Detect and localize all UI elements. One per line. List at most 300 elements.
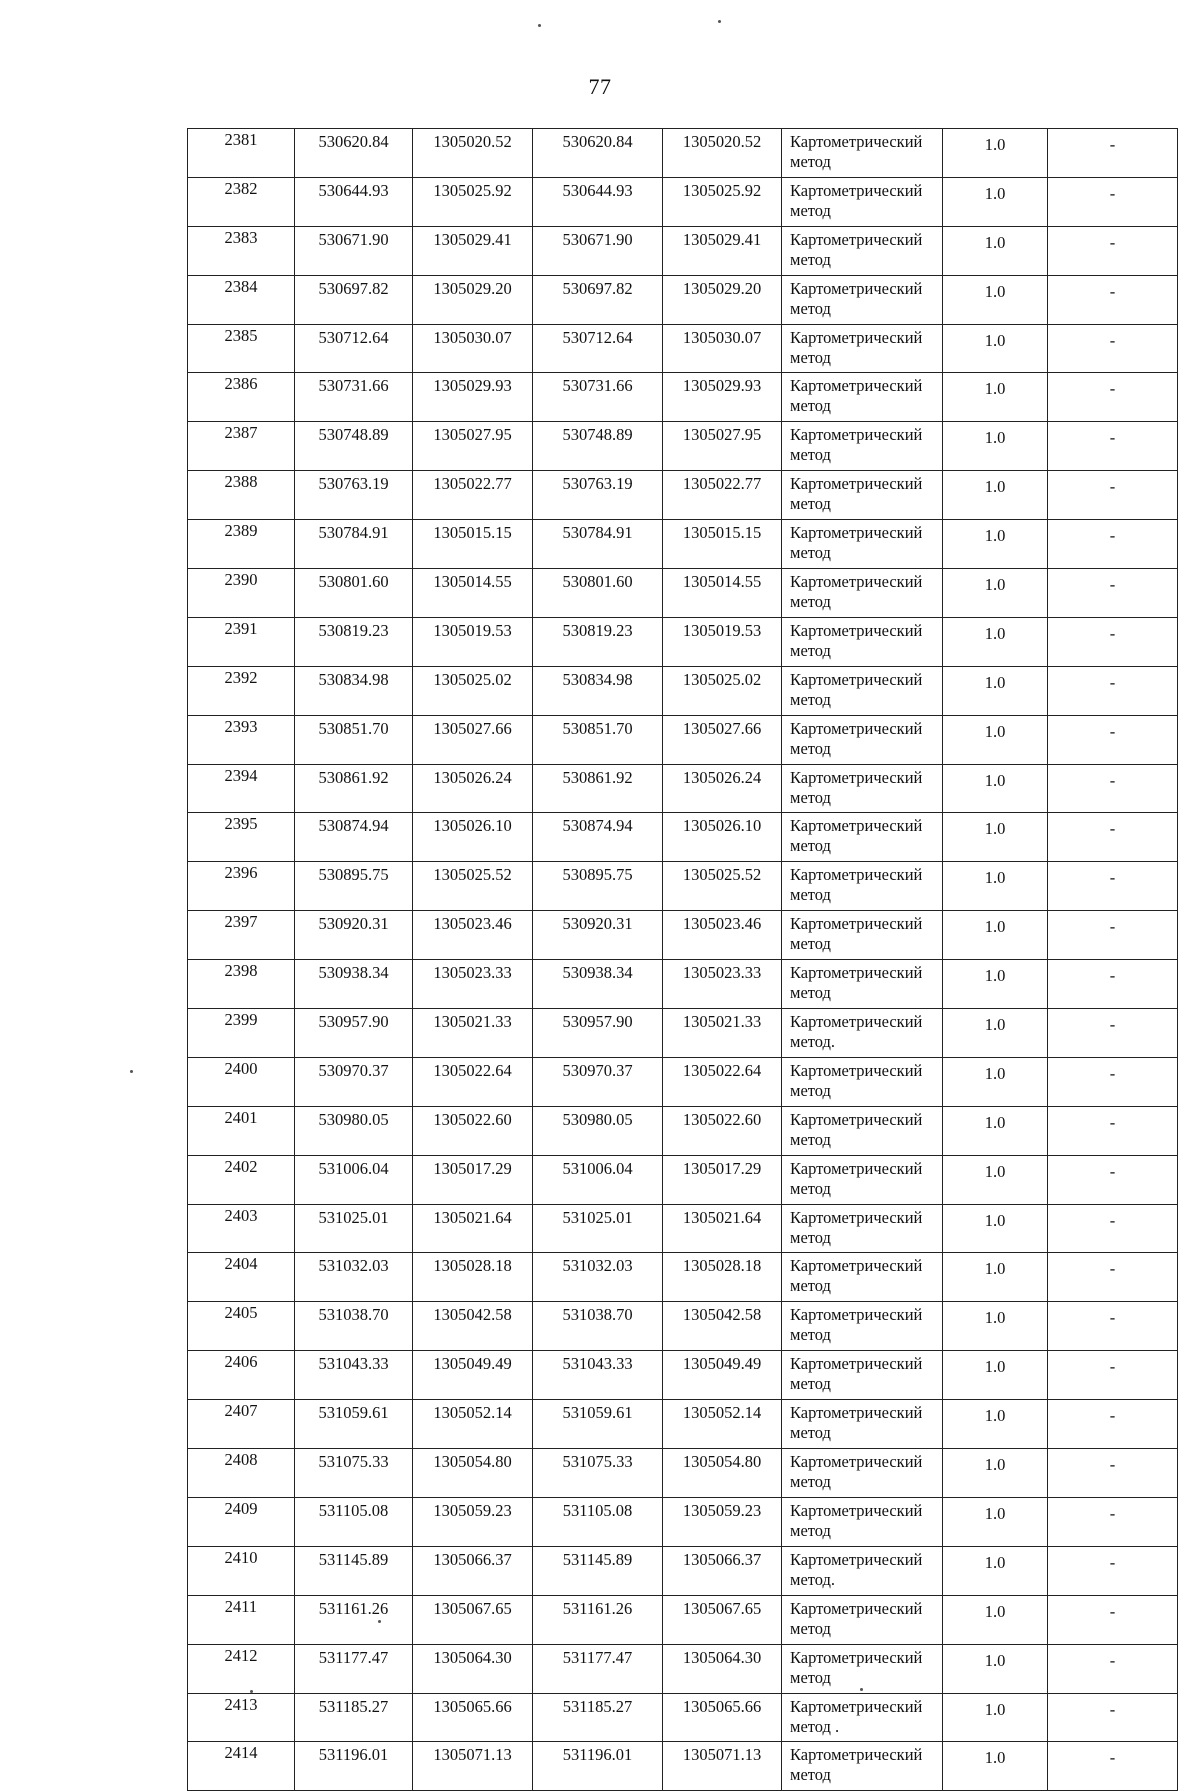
table-row — [188, 177, 1178, 226]
point-number-cell: 2413 — [188, 1693, 295, 1742]
point-number-cell: 2390 — [188, 569, 295, 618]
method-line2: метод — [790, 1423, 831, 1443]
accuracy-cell: 1.0 — [943, 715, 1048, 764]
x-coordinate-new-cell: 531196.01 — [533, 1742, 663, 1791]
x-coordinate-new-cell: 530784.91 — [533, 520, 663, 569]
x-coordinate-cell: 530763.19 — [295, 471, 413, 520]
y-coordinate-new-cell: 1305026.24 — [663, 764, 782, 813]
accuracy-cell: 1.0 — [943, 1693, 1048, 1742]
point-number-cell: 2389 — [188, 520, 295, 569]
method-line1: Картометрический — [790, 1256, 923, 1276]
point-number-cell: 2410 — [188, 1546, 295, 1595]
accuracy-cell: 1.0 — [943, 520, 1048, 569]
method-line2: метод — [790, 1374, 831, 1394]
accuracy-cell: 1.0 — [943, 1742, 1048, 1791]
x-coordinate-cell: 531038.70 — [295, 1302, 413, 1351]
method-line2: метод — [790, 592, 831, 612]
method-line1: Картометрический — [790, 620, 923, 640]
x-coordinate-cell: 530697.82 — [295, 275, 413, 324]
method-cell — [782, 1693, 943, 1742]
accuracy-cell: 1.0 — [943, 422, 1048, 471]
table-row — [188, 373, 1178, 422]
accuracy-cell: 1.0 — [943, 1497, 1048, 1546]
method-cell — [782, 422, 943, 471]
method-line2: метод . — [790, 1716, 840, 1736]
y-coordinate-new-cell: 1305021.33 — [663, 1009, 782, 1058]
x-coordinate-cell: 530980.05 — [295, 1106, 413, 1155]
method-cell — [782, 1106, 943, 1155]
method-line1: Картометрический — [790, 1452, 923, 1472]
method-line2: метод — [790, 445, 831, 465]
x-coordinate-new-cell: 530895.75 — [533, 862, 663, 911]
note-cell: - — [1048, 520, 1178, 569]
point-number-cell: 2396 — [188, 862, 295, 911]
table-row — [188, 1155, 1178, 1204]
x-coordinate-cell: 531025.01 — [295, 1204, 413, 1253]
x-coordinate-cell: 531006.04 — [295, 1155, 413, 1204]
method-line2: метод — [790, 249, 831, 269]
method-line2: метод — [790, 1080, 831, 1100]
method-line2: метод — [790, 689, 831, 709]
y-coordinate-cell: 1305020.52 — [413, 129, 533, 178]
accuracy-cell: 1.0 — [943, 373, 1048, 422]
scan-speck — [860, 1688, 863, 1691]
y-coordinate-new-cell: 1305022.64 — [663, 1057, 782, 1106]
point-number-cell: 2392 — [188, 666, 295, 715]
accuracy-cell: 1.0 — [943, 1449, 1048, 1498]
method-line2: метод — [790, 836, 831, 856]
table-row — [188, 226, 1178, 275]
x-coordinate-new-cell: 530851.70 — [533, 715, 663, 764]
method-line2: метод — [790, 983, 831, 1003]
table-row — [188, 1009, 1178, 1058]
point-number-cell: 2403 — [188, 1204, 295, 1253]
note-cell: - — [1048, 813, 1178, 862]
method-cell — [782, 1400, 943, 1449]
y-coordinate-cell: 1305065.66 — [413, 1693, 533, 1742]
x-coordinate-cell: 530819.23 — [295, 617, 413, 666]
note-cell: - — [1048, 1009, 1178, 1058]
y-coordinate-cell: 1305022.77 — [413, 471, 533, 520]
x-coordinate-cell: 531196.01 — [295, 1742, 413, 1791]
note-cell: - — [1048, 471, 1178, 520]
x-coordinate-new-cell: 530970.37 — [533, 1057, 663, 1106]
table-row — [188, 862, 1178, 911]
method-line2: метод — [790, 934, 831, 954]
method-line1: Картометрический — [790, 1403, 923, 1423]
x-coordinate-new-cell: 530763.19 — [533, 471, 663, 520]
note-cell: - — [1048, 715, 1178, 764]
y-coordinate-new-cell: 1305020.52 — [663, 129, 782, 178]
point-number-cell: 2398 — [188, 960, 295, 1009]
x-coordinate-new-cell: 531038.70 — [533, 1302, 663, 1351]
accuracy-cell: 1.0 — [943, 324, 1048, 373]
x-coordinate-cell: 530644.93 — [295, 177, 413, 226]
y-coordinate-cell: 1305022.64 — [413, 1057, 533, 1106]
note-cell: - — [1048, 1546, 1178, 1595]
method-line2: метод — [790, 543, 831, 563]
y-coordinate-cell: 1305066.37 — [413, 1546, 533, 1595]
y-coordinate-new-cell: 1305059.23 — [663, 1497, 782, 1546]
accuracy-cell: 1.0 — [943, 1302, 1048, 1351]
x-coordinate-cell: 531032.03 — [295, 1253, 413, 1302]
point-number-cell: 2381 — [188, 129, 295, 178]
table-row — [188, 960, 1178, 1009]
x-coordinate-cell: 531177.47 — [295, 1644, 413, 1693]
table-row — [188, 666, 1178, 715]
coordinates-table — [187, 128, 1178, 1791]
note-cell: - — [1048, 911, 1178, 960]
method-line2: метод — [790, 200, 831, 220]
method-cell — [782, 569, 943, 618]
x-coordinate-cell: 530895.75 — [295, 862, 413, 911]
table-row — [188, 1742, 1178, 1791]
table-row — [188, 1644, 1178, 1693]
table-row — [188, 1351, 1178, 1400]
x-coordinate-cell: 531105.08 — [295, 1497, 413, 1546]
y-coordinate-cell: 1305049.49 — [413, 1351, 533, 1400]
method-line2: метод — [790, 1667, 831, 1687]
x-coordinate-cell: 531185.27 — [295, 1693, 413, 1742]
x-coordinate-new-cell: 530957.90 — [533, 1009, 663, 1058]
accuracy-cell: 1.0 — [943, 1106, 1048, 1155]
x-coordinate-cell: 530938.34 — [295, 960, 413, 1009]
note-cell: - — [1048, 666, 1178, 715]
table-row — [188, 1693, 1178, 1742]
x-coordinate-new-cell: 530697.82 — [533, 275, 663, 324]
y-coordinate-new-cell: 1305025.92 — [663, 177, 782, 226]
x-coordinate-new-cell: 530819.23 — [533, 617, 663, 666]
x-coordinate-cell: 530861.92 — [295, 764, 413, 813]
accuracy-cell: 1.0 — [943, 1400, 1048, 1449]
y-coordinate-new-cell: 1305071.13 — [663, 1742, 782, 1791]
x-coordinate-new-cell: 530938.34 — [533, 960, 663, 1009]
y-coordinate-cell: 1305067.65 — [413, 1595, 533, 1644]
y-coordinate-cell: 1305030.07 — [413, 324, 533, 373]
method-cell — [782, 617, 943, 666]
y-coordinate-new-cell: 1305026.10 — [663, 813, 782, 862]
y-coordinate-cell: 1305042.58 — [413, 1302, 533, 1351]
point-number-cell: 2412 — [188, 1644, 295, 1693]
note-cell: - — [1048, 1302, 1178, 1351]
table-row — [188, 422, 1178, 471]
y-coordinate-new-cell: 1305023.46 — [663, 911, 782, 960]
x-coordinate-new-cell: 530980.05 — [533, 1106, 663, 1155]
method-line2: метод — [790, 298, 831, 318]
x-coordinate-cell: 530748.89 — [295, 422, 413, 471]
table-row — [188, 1595, 1178, 1644]
point-number-cell: 2387 — [188, 422, 295, 471]
x-coordinate-new-cell: 530712.64 — [533, 324, 663, 373]
y-coordinate-new-cell: 1305052.14 — [663, 1400, 782, 1449]
accuracy-cell: 1.0 — [943, 960, 1048, 1009]
method-line2: метод — [790, 494, 831, 514]
accuracy-cell: 1.0 — [943, 617, 1048, 666]
method-cell — [782, 1253, 943, 1302]
accuracy-cell: 1.0 — [943, 1644, 1048, 1693]
note-cell: - — [1048, 1449, 1178, 1498]
accuracy-cell: 1.0 — [943, 1009, 1048, 1058]
method-line2: метод — [790, 347, 831, 367]
method-cell — [782, 226, 943, 275]
method-line1: Картометрический — [790, 572, 923, 592]
note-cell: - — [1048, 1106, 1178, 1155]
method-line2: метод — [790, 396, 831, 416]
table-row — [188, 324, 1178, 373]
method-line1: Картометрический — [790, 1060, 923, 1080]
y-coordinate-new-cell: 1305065.66 — [663, 1693, 782, 1742]
point-number-cell: 2411 — [188, 1595, 295, 1644]
point-number-cell: 2385 — [188, 324, 295, 373]
method-line2: метод — [790, 1276, 831, 1296]
table-row — [188, 911, 1178, 960]
method-line1: Картометрический — [790, 132, 923, 151]
y-coordinate-cell: 1305023.33 — [413, 960, 533, 1009]
x-coordinate-new-cell: 530620.84 — [533, 129, 663, 178]
table-row — [188, 129, 1178, 178]
point-number-cell: 2386 — [188, 373, 295, 422]
point-number-cell: 2382 — [188, 177, 295, 226]
method-line1: Картометрический — [790, 376, 923, 396]
y-coordinate-new-cell: 1305054.80 — [663, 1449, 782, 1498]
method-line1: Картометрический — [790, 669, 923, 689]
method-line2: метод — [790, 787, 831, 807]
x-coordinate-new-cell: 530731.66 — [533, 373, 663, 422]
y-coordinate-cell: 1305015.15 — [413, 520, 533, 569]
method-cell — [782, 1057, 943, 1106]
method-cell — [782, 1449, 943, 1498]
method-line2: метод — [790, 1325, 831, 1345]
method-line1: Картометрический — [790, 1647, 923, 1667]
method-cell — [782, 960, 943, 1009]
method-line1: Картометрический — [790, 523, 923, 543]
method-line1: Картометрический — [790, 278, 923, 298]
table-row — [188, 617, 1178, 666]
y-coordinate-cell: 1305019.53 — [413, 617, 533, 666]
method-cell — [782, 275, 943, 324]
note-cell: - — [1048, 1742, 1178, 1791]
table-row — [188, 1497, 1178, 1546]
point-number-cell: 2404 — [188, 1253, 295, 1302]
y-coordinate-new-cell: 1305022.60 — [663, 1106, 782, 1155]
method-line1: Картометрический — [790, 1500, 923, 1520]
method-cell — [782, 1302, 943, 1351]
x-coordinate-new-cell: 531145.89 — [533, 1546, 663, 1595]
y-coordinate-cell: 1305054.80 — [413, 1449, 533, 1498]
page-number: 77 — [588, 74, 612, 99]
table-row — [188, 715, 1178, 764]
method-line1: Картометрический — [790, 425, 923, 445]
y-coordinate-cell: 1305021.64 — [413, 1204, 533, 1253]
accuracy-cell: 1.0 — [943, 1253, 1048, 1302]
accuracy-cell: 1.0 — [943, 471, 1048, 520]
y-coordinate-cell: 1305025.02 — [413, 666, 533, 715]
y-coordinate-new-cell: 1305025.52 — [663, 862, 782, 911]
x-coordinate-cell: 531043.33 — [295, 1351, 413, 1400]
table-row — [188, 764, 1178, 813]
note-cell: - — [1048, 226, 1178, 275]
y-coordinate-new-cell: 1305067.65 — [663, 1595, 782, 1644]
x-coordinate-cell: 530801.60 — [295, 569, 413, 618]
table-row — [188, 1057, 1178, 1106]
note-cell: - — [1048, 617, 1178, 666]
accuracy-cell: 1.0 — [943, 1351, 1048, 1400]
y-coordinate-cell: 1305052.14 — [413, 1400, 533, 1449]
note-cell: - — [1048, 275, 1178, 324]
method-line1: Картометрический — [790, 1158, 923, 1178]
x-coordinate-new-cell: 531177.47 — [533, 1644, 663, 1693]
method-line1: Картометрический — [790, 327, 923, 347]
method-line2: метод — [790, 1618, 831, 1638]
point-number-cell: 2383 — [188, 226, 295, 275]
method-cell — [782, 471, 943, 520]
y-coordinate-new-cell: 1305064.30 — [663, 1644, 782, 1693]
y-coordinate-new-cell: 1305030.07 — [663, 324, 782, 373]
x-coordinate-cell: 530731.66 — [295, 373, 413, 422]
method-cell — [782, 813, 943, 862]
note-cell: - — [1048, 177, 1178, 226]
method-cell — [782, 1497, 943, 1546]
x-coordinate-cell: 530712.64 — [295, 324, 413, 373]
accuracy-cell: 1.0 — [943, 275, 1048, 324]
method-line2: метод — [790, 1129, 831, 1149]
accuracy-cell: 1.0 — [943, 129, 1048, 178]
y-coordinate-new-cell: 1305019.53 — [663, 617, 782, 666]
y-coordinate-new-cell: 1305028.18 — [663, 1253, 782, 1302]
y-coordinate-cell: 1305027.66 — [413, 715, 533, 764]
x-coordinate-new-cell: 531032.03 — [533, 1253, 663, 1302]
table-row — [188, 1204, 1178, 1253]
x-coordinate-cell: 531059.61 — [295, 1400, 413, 1449]
method-cell — [782, 373, 943, 422]
accuracy-cell: 1.0 — [943, 1155, 1048, 1204]
note-cell: - — [1048, 1644, 1178, 1693]
y-coordinate-new-cell: 1305029.93 — [663, 373, 782, 422]
method-line1: Картометрический — [790, 474, 923, 494]
x-coordinate-new-cell: 530874.94 — [533, 813, 663, 862]
point-number-cell: 2405 — [188, 1302, 295, 1351]
y-coordinate-cell: 1305029.41 — [413, 226, 533, 275]
x-coordinate-cell: 530874.94 — [295, 813, 413, 862]
method-line1: Картометрический — [790, 1012, 923, 1032]
accuracy-cell: 1.0 — [943, 813, 1048, 862]
y-coordinate-cell: 1305059.23 — [413, 1497, 533, 1546]
method-cell — [782, 177, 943, 226]
point-number-cell: 2408 — [188, 1449, 295, 1498]
x-coordinate-new-cell: 530748.89 — [533, 422, 663, 471]
method-cell — [782, 666, 943, 715]
x-coordinate-cell: 530957.90 — [295, 1009, 413, 1058]
note-cell: - — [1048, 1400, 1178, 1449]
table-row — [188, 1400, 1178, 1449]
x-coordinate-new-cell: 531105.08 — [533, 1497, 663, 1546]
y-coordinate-new-cell: 1305015.15 — [663, 520, 782, 569]
table-row — [188, 813, 1178, 862]
x-coordinate-new-cell: 530920.31 — [533, 911, 663, 960]
method-line2: метод — [790, 1178, 831, 1198]
method-line1: Картометрический — [790, 865, 923, 885]
table-row — [188, 275, 1178, 324]
table-row — [188, 1449, 1178, 1498]
point-number-cell: 2402 — [188, 1155, 295, 1204]
y-coordinate-cell: 1305025.52 — [413, 862, 533, 911]
method-cell — [782, 324, 943, 373]
method-cell — [782, 1009, 943, 1058]
point-number-cell: 2397 — [188, 911, 295, 960]
method-line1: Картометрический — [790, 767, 923, 787]
y-coordinate-cell: 1305017.29 — [413, 1155, 533, 1204]
method-cell — [782, 129, 943, 178]
y-coordinate-cell: 1305028.18 — [413, 1253, 533, 1302]
y-coordinate-new-cell: 1305022.77 — [663, 471, 782, 520]
method-line2: метод — [790, 1765, 831, 1785]
accuracy-cell: 1.0 — [943, 911, 1048, 960]
point-number-cell: 2407 — [188, 1400, 295, 1449]
method-cell — [782, 1742, 943, 1791]
y-coordinate-new-cell: 1305023.33 — [663, 960, 782, 1009]
x-coordinate-new-cell: 530644.93 — [533, 177, 663, 226]
table-row — [188, 520, 1178, 569]
note-cell: - — [1048, 373, 1178, 422]
x-coordinate-new-cell: 530801.60 — [533, 569, 663, 618]
point-number-cell: 2400 — [188, 1057, 295, 1106]
y-coordinate-cell: 1305027.95 — [413, 422, 533, 471]
method-line1: Картометрический — [790, 1549, 923, 1569]
method-line1: Картометрический — [790, 914, 923, 934]
table-row — [188, 1302, 1178, 1351]
x-coordinate-cell: 530671.90 — [295, 226, 413, 275]
point-number-cell: 2394 — [188, 764, 295, 813]
y-coordinate-cell: 1305025.92 — [413, 177, 533, 226]
scan-speck — [130, 1070, 133, 1073]
table-row — [188, 1546, 1178, 1595]
method-line2: метод. — [790, 1569, 836, 1589]
y-coordinate-new-cell: 1305014.55 — [663, 569, 782, 618]
x-coordinate-new-cell: 531059.61 — [533, 1400, 663, 1449]
method-line1: Картометрический — [790, 229, 923, 249]
y-coordinate-new-cell: 1305017.29 — [663, 1155, 782, 1204]
note-cell: - — [1048, 1595, 1178, 1644]
y-coordinate-cell: 1305022.60 — [413, 1106, 533, 1155]
scan-speck — [718, 20, 721, 23]
y-coordinate-new-cell: 1305049.49 — [663, 1351, 782, 1400]
y-coordinate-cell: 1305071.13 — [413, 1742, 533, 1791]
y-coordinate-new-cell: 1305027.95 — [663, 422, 782, 471]
method-line1: Картометрический — [790, 963, 923, 983]
method-line1: Картометрический — [790, 1305, 923, 1325]
method-line2: метод — [790, 738, 831, 758]
accuracy-cell: 1.0 — [943, 569, 1048, 618]
y-coordinate-cell: 1305026.24 — [413, 764, 533, 813]
scan-speck — [538, 24, 541, 27]
method-line2: метод. — [790, 1032, 836, 1052]
method-line1: Картометрический — [790, 1207, 923, 1227]
method-line1: Картометрический — [790, 1745, 923, 1765]
x-coordinate-cell: 530851.70 — [295, 715, 413, 764]
x-coordinate-cell: 530784.91 — [295, 520, 413, 569]
accuracy-cell: 1.0 — [943, 1595, 1048, 1644]
x-coordinate-new-cell: 531185.27 — [533, 1693, 663, 1742]
method-line2: метод — [790, 1472, 831, 1492]
method-cell — [782, 1155, 943, 1204]
method-line2: метод — [790, 1227, 831, 1247]
y-coordinate-new-cell: 1305027.66 — [663, 715, 782, 764]
table-row — [188, 471, 1178, 520]
note-cell: - — [1048, 764, 1178, 813]
method-line1: Картометрический — [790, 816, 923, 836]
note-cell: - — [1048, 324, 1178, 373]
method-cell — [782, 1595, 943, 1644]
